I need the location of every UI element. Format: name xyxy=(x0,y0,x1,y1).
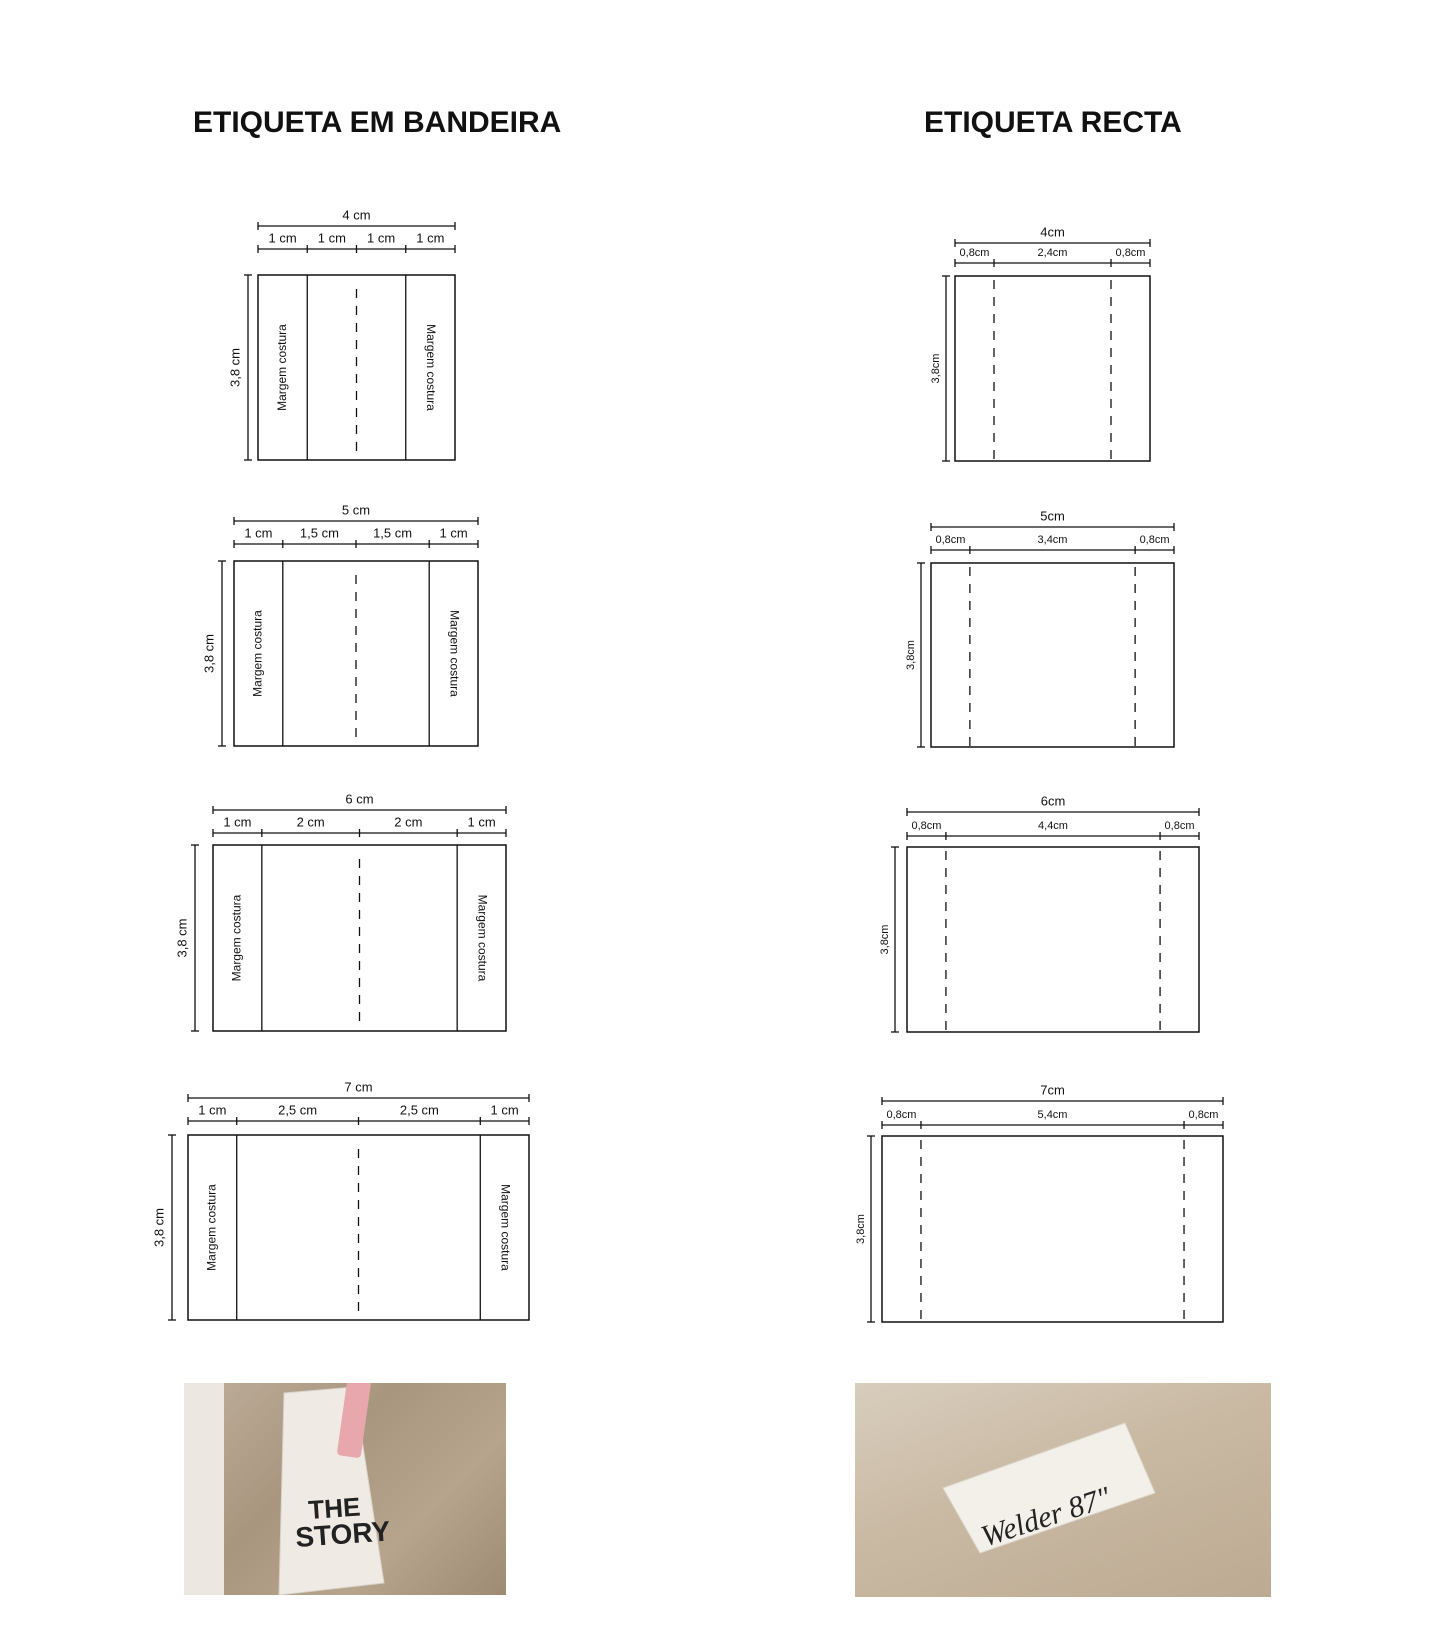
segment-width-dimension-label: 4,4cm xyxy=(1038,819,1068,832)
segment-width-dimension-label: 1 cm xyxy=(490,1102,519,1118)
total-width-dimension-label: 4cm xyxy=(1040,224,1065,240)
segment-width-dimension-label: 2 cm xyxy=(296,814,325,830)
segment-width-dimension-label: 2,5 cm xyxy=(399,1102,439,1118)
total-width-dimension-label: 4 cm xyxy=(342,207,371,223)
segment-width-dimension-label: 1 cm xyxy=(416,230,445,246)
segment-width-dimension-label: 0,8cm xyxy=(935,533,966,546)
total-width-dimension-label: 5cm xyxy=(1040,508,1065,524)
seam-margin-label-right: Margem costura xyxy=(424,324,439,411)
straight-label-photo-art xyxy=(855,1383,1271,1597)
segment-width-dimension-label: 1 cm xyxy=(223,814,252,830)
straight-label-outline xyxy=(955,276,1150,461)
straight-label-heading: ETIQUETA RECTA xyxy=(924,106,1182,139)
segment-width-dimension-label: 1 cm xyxy=(439,525,468,541)
segment-width-dimension-label: 0,8cm xyxy=(1188,1108,1219,1121)
photo-text-story: STORY xyxy=(294,1515,392,1553)
height-dimension-label: 3,8 cm xyxy=(227,347,243,388)
seam-margin-label-right: Margem costura xyxy=(475,894,490,982)
seam-margin-label-left: Margem costura xyxy=(229,894,244,982)
height-dimension-label: 3,8 cm xyxy=(201,633,217,674)
total-width-dimension-label: 7 cm xyxy=(344,1079,373,1095)
height-dimension-label: 3,8cm xyxy=(854,1214,867,1244)
total-width-dimension-label: 6cm xyxy=(1040,793,1066,809)
segment-width-dimension-label: 1 cm xyxy=(317,230,346,246)
seam-margin-label-left: Margem costura xyxy=(274,324,289,411)
segment-width-dimension-label: 1,5 cm xyxy=(299,525,339,541)
segment-width-dimension-label: 5,4cm xyxy=(1037,1108,1068,1121)
flag-label-photo-art xyxy=(184,1383,506,1595)
partial-label-left xyxy=(184,1383,224,1595)
segment-width-dimension-label: 0,8cm xyxy=(886,1108,917,1121)
segment-width-dimension-label: 0,8cm xyxy=(1115,246,1146,259)
segment-width-dimension-label: 2,4cm xyxy=(1037,246,1068,259)
seam-margin-label-right: Margem costura xyxy=(498,1184,513,1271)
segment-width-dimension-label: 1 cm xyxy=(244,525,273,541)
height-dimension-label: 3,8cm xyxy=(904,640,917,670)
height-dimension-label: 3,8cm xyxy=(929,353,942,384)
straight-label-outline xyxy=(931,563,1174,747)
segment-width-dimension-label: 1 cm xyxy=(198,1102,227,1118)
segment-width-dimension-label: 2,5 cm xyxy=(278,1102,318,1118)
seam-margin-label-left: Margem costura xyxy=(250,610,265,697)
height-dimension-label: 3,8cm xyxy=(878,924,891,955)
fabric-label xyxy=(279,1387,384,1595)
total-width-dimension-label: 6 cm xyxy=(345,791,374,807)
flag-label-heading: ETIQUETA EM BANDEIRA xyxy=(193,106,562,139)
segment-width-dimension-label: 3,4cm xyxy=(1037,533,1068,546)
segment-width-dimension-label: 1 cm xyxy=(367,230,396,246)
height-dimension-label: 3,8 cm xyxy=(151,1207,167,1248)
total-width-dimension-label: 5 cm xyxy=(341,502,371,518)
photo-text-the: THE xyxy=(307,1491,362,1526)
seam-margin-label-right: Margem costura xyxy=(447,610,462,697)
straight-label-outline xyxy=(907,847,1199,1032)
photo-text-welder: Welder 87" xyxy=(977,1480,1115,1554)
segment-width-dimension-label: 0,8cm xyxy=(959,246,990,259)
fabric-label xyxy=(943,1423,1155,1553)
segment-width-dimension-label: 1,5 cm xyxy=(373,525,413,541)
segment-width-dimension-label: 0,8cm xyxy=(1139,533,1170,546)
segment-width-dimension-label: 0,8cm xyxy=(911,819,942,832)
segment-width-dimension-label: 1 cm xyxy=(467,814,496,830)
flag-label-photo xyxy=(184,1383,506,1595)
segment-width-dimension-label: 0,8cm xyxy=(1164,819,1195,832)
straight-label-photo xyxy=(855,1383,1271,1597)
straight-label-outline xyxy=(882,1136,1223,1322)
segment-width-dimension-label: 1 cm xyxy=(268,230,297,246)
total-width-dimension-label: 7cm xyxy=(1040,1082,1065,1098)
height-dimension-label: 3,8 cm xyxy=(174,918,190,958)
seam-margin-label-left: Margem costura xyxy=(204,1184,219,1271)
segment-width-dimension-label: 2 cm xyxy=(394,814,423,830)
